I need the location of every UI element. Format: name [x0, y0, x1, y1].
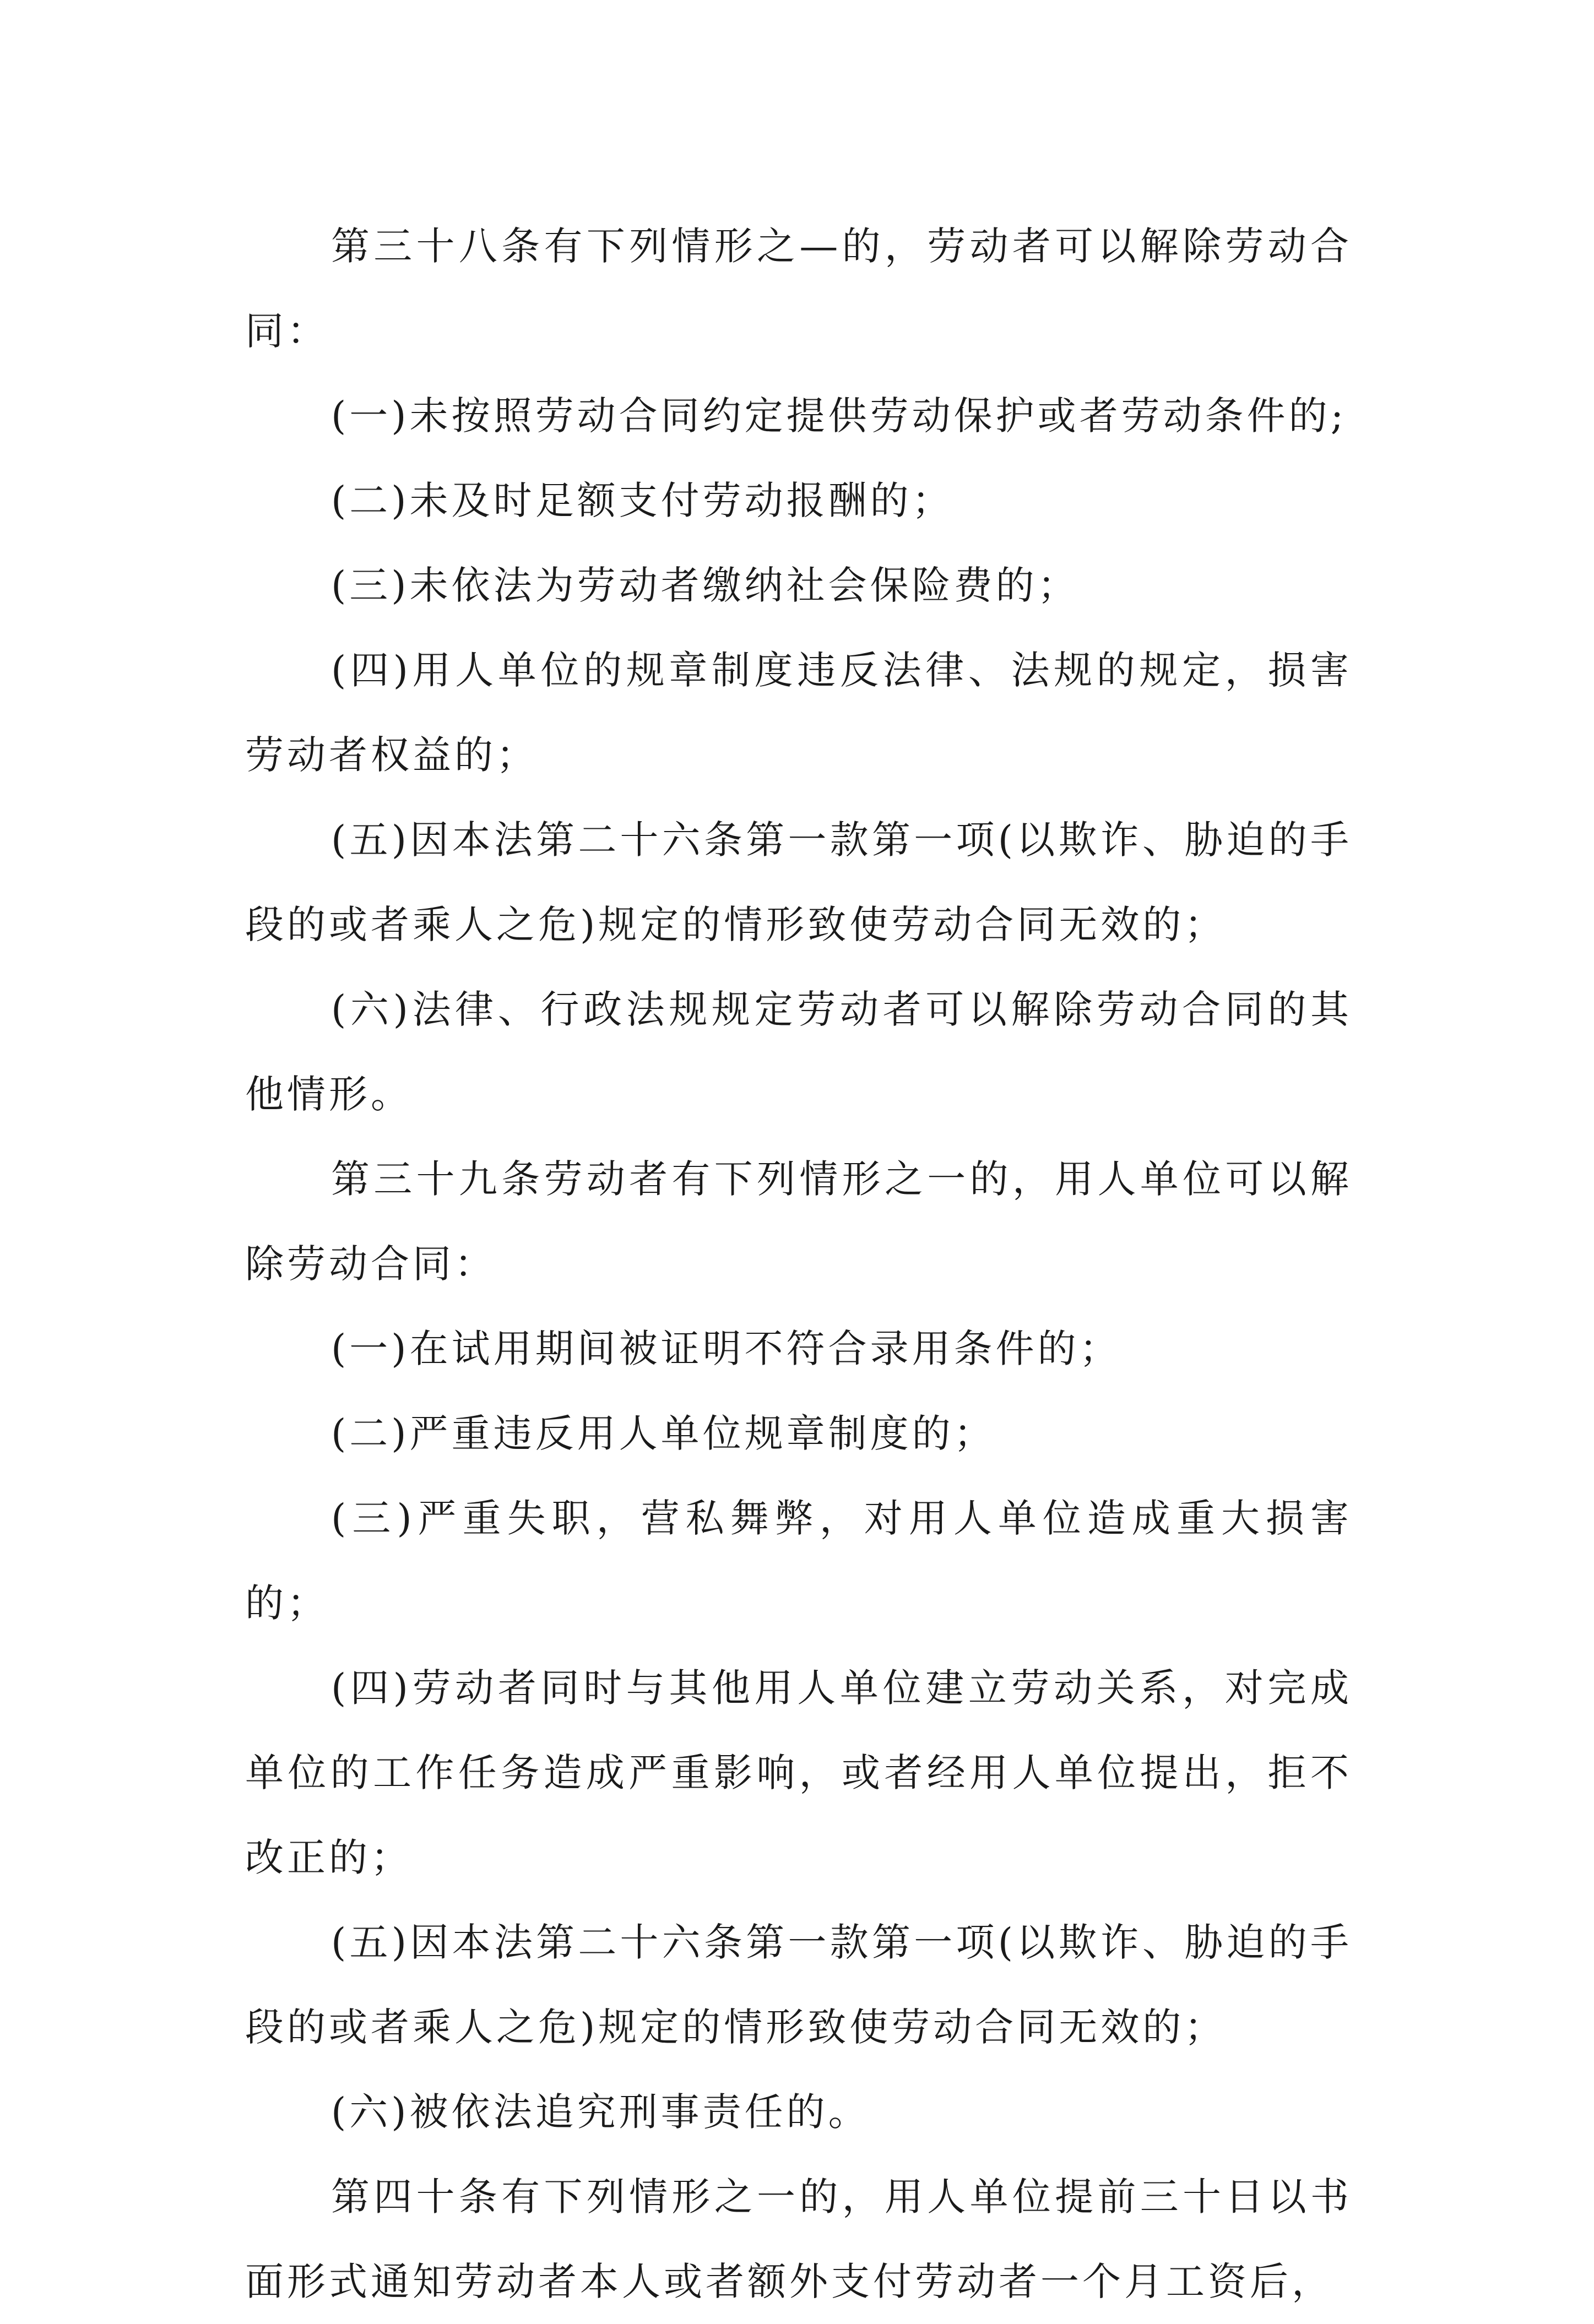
article-39-item-3: (三)严重失职，营私舞弊，对用人单位造成重大损害的； — [245, 1496, 1352, 1626]
article-38-item-1: (一)未按照劳动合同约定提供劳动保护或者劳动条件的; — [331, 393, 1347, 438]
article-38-item-4: (四)用人单位的规章制度违反法律、法规的规定，损害劳动者权益的； — [245, 648, 1352, 778]
article-39-item-5: (五)因本法第二十六条第一款第一项(以欺诈、胁迫的手段的或者乘人之危)规定的情形致使劳动合同无效的； — [245, 1920, 1352, 2050]
article-39-item-4: (四)劳动者同时与其他用人单位建立劳动关系，对完成单位的工作任务造成严重影响，或者经用人单位提出，拒不改正的； — [245, 1665, 1352, 1880]
article-38-intro: 第三十八条有下列情形之—的，劳动者可以解除劳动合同： — [245, 224, 1352, 354]
article-38-item-2: (二)未及时足额支付劳动报酬的； — [331, 478, 954, 523]
article-39-item-1: (一)在试用期间被证明不符合录用条件的； — [331, 1326, 1121, 1371]
article-38-item-5: (五)因本法第二十六条第一款第一项(以欺诈、胁迫的手段的或者乘人之危)规定的情形致使劳动合同无效的； — [245, 817, 1352, 947]
article-39-item-6: (六)被依法追究刑事责任的。 — [331, 2089, 870, 2135]
article-39-item-2: (二)严重违反用人单位规章制度的； — [331, 1411, 996, 1456]
article-38-item-3: (三)未依法为劳动者缴纳社会保险费的； — [331, 563, 1080, 608]
document-body — [245, 204, 1352, 2324]
article-38-item-6: (六)法律、行政法规规定劳动者可以解除劳动合同的其他情形。 — [245, 987, 1352, 1117]
article-39-intro: 第三十九条劳动者有下列情形之一的，用人单位可以解除劳动合同： — [245, 1156, 1352, 1286]
article-40-intro: 第四十条有下列情形之一的，用人单位提前三十日以书面形式通知劳动者本人或者额外支付劳动者一个月工资后， — [245, 2174, 1352, 2304]
